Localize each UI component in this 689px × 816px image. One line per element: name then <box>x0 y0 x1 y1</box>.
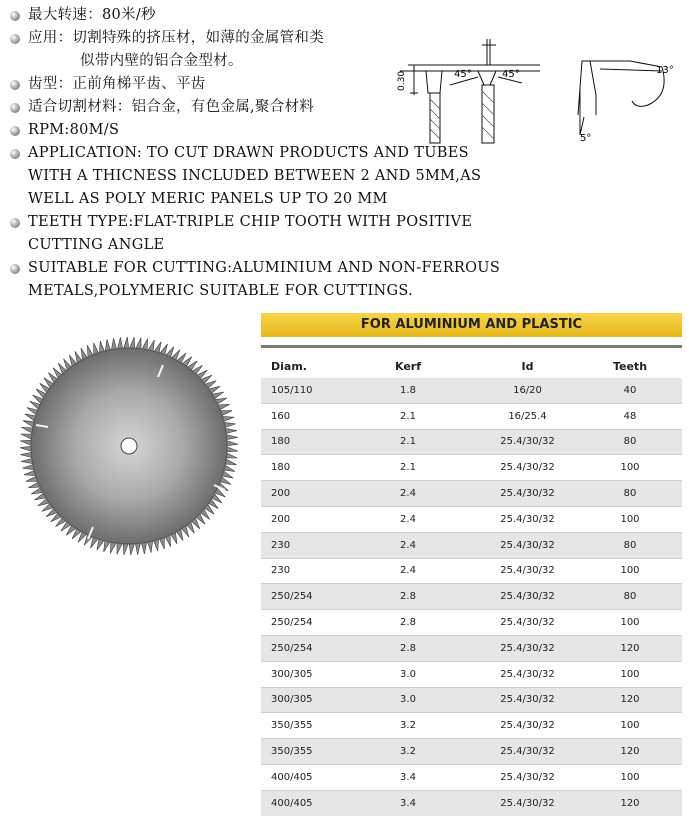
bullet-icon <box>10 264 20 274</box>
table-cell: 80 <box>578 429 682 455</box>
table-cell: 2.8 <box>339 610 477 636</box>
table-cell: 250/254 <box>261 584 339 610</box>
table-cell: 230 <box>261 558 339 584</box>
table-cell: 250/254 <box>261 610 339 636</box>
column-header: Id <box>521 360 534 373</box>
table-cell: 2.4 <box>339 558 477 584</box>
table-cell: 2.1 <box>339 455 477 481</box>
angle-label: 13° <box>656 65 674 76</box>
table-cell: 2.4 <box>339 506 477 532</box>
table-cell: 200 <box>261 481 339 507</box>
table-cell: 40 <box>578 378 682 403</box>
angle-label: 45° <box>454 69 472 80</box>
table-cell: 80 <box>578 481 682 507</box>
table-row <box>261 378 682 403</box>
table-body <box>261 378 682 816</box>
table-cell: 100 <box>578 713 682 739</box>
table-cell: 100 <box>578 764 682 790</box>
table-row <box>261 790 682 815</box>
table-cell: 25.4/30/32 <box>477 687 578 713</box>
tooth-profile-drawing <box>390 35 550 155</box>
bullet-icon <box>10 103 20 113</box>
table-header-row <box>261 355 682 378</box>
table-cell: 105/110 <box>261 378 339 403</box>
column-header: Teeth <box>612 360 648 373</box>
table-row <box>261 532 682 558</box>
table-cell: 100 <box>578 506 682 532</box>
table-row <box>261 429 682 455</box>
table-cell: 120 <box>578 739 682 765</box>
table-row <box>261 558 682 584</box>
saw-blade-image <box>18 335 240 557</box>
dimension-label: 0.30 <box>397 70 407 91</box>
spec-text: 齿型：正前角梯平齿、平齿 <box>28 76 206 92</box>
column-header: Diam. <box>271 360 307 373</box>
table-cell: 100 <box>578 610 682 636</box>
table-cell: 25.4/30/32 <box>477 661 578 687</box>
table-cell: 160 <box>261 403 339 429</box>
table-cell: 400/405 <box>261 764 339 790</box>
table-cell: 25.4/30/32 <box>477 790 578 815</box>
table-cell: 100 <box>578 558 682 584</box>
table-row <box>261 506 682 532</box>
spec-text: 最大转速：80米/秒 <box>28 7 156 23</box>
table-cell: 25.4/30/32 <box>477 506 578 532</box>
table-cell: 2.1 <box>339 429 477 455</box>
table-cell: 3.4 <box>339 790 477 815</box>
spec-text: 适合切割材料：铝合金，有色金属,聚合材料 <box>28 99 315 115</box>
spec-item <box>6 211 506 257</box>
spec-text: TEETH TYPE:FLAT-TRIPLE CHIP TOOTH WITH POSITIVE CUTTING ANGLE <box>28 214 473 253</box>
table-row <box>261 481 682 507</box>
table-row <box>261 403 682 429</box>
table-cell: 3.2 <box>339 739 477 765</box>
table-cell: 200 <box>261 506 339 532</box>
bullet-icon <box>10 149 20 159</box>
table-cell: 25.4/30/32 <box>477 532 578 558</box>
angle-label: 5° <box>580 133 592 144</box>
table-cell: 2.1 <box>339 403 477 429</box>
table-row <box>261 584 682 610</box>
table-row <box>261 661 682 687</box>
table-cell: 350/355 <box>261 739 339 765</box>
table-row <box>261 610 682 636</box>
table-cell: 180 <box>261 429 339 455</box>
table-row <box>261 739 682 765</box>
table-cell: 2.4 <box>339 481 477 507</box>
bullet-icon <box>10 80 20 90</box>
table-cell: 48 <box>578 403 682 429</box>
bullet-icon <box>10 34 20 44</box>
table-cell: 100 <box>578 661 682 687</box>
table-title: FOR ALUMINIUM AND PLASTIC <box>261 313 682 337</box>
table-cell: 2.4 <box>339 532 477 558</box>
table-cell: 25.4/30/32 <box>477 455 578 481</box>
table-cell: 400/405 <box>261 790 339 815</box>
spec-item <box>6 4 506 27</box>
table-cell: 180 <box>261 455 339 481</box>
table-divider <box>261 345 682 348</box>
table-cell: 25.4/30/32 <box>477 610 578 636</box>
spec-item <box>6 257 506 303</box>
spec-table <box>261 355 682 816</box>
spec-text: 应用：切割特殊的挤压材，如薄的金属管和类 <box>28 30 324 46</box>
table-cell: 80 <box>578 532 682 558</box>
spec-text: SUITABLE FOR CUTTING:ALUMINIUM AND NON-FERROUS METALS,POLYMERIC SUITABLE FOR CUTTINGS. <box>28 260 501 299</box>
table-cell: 2.8 <box>339 635 477 661</box>
table-cell: 230 <box>261 532 339 558</box>
table-cell: 250/254 <box>261 635 339 661</box>
table-cell: 300/305 <box>261 687 339 713</box>
table-cell: 25.4/30/32 <box>477 584 578 610</box>
column-header: Kerf <box>394 360 421 373</box>
table-cell: 25.4/30/32 <box>477 481 578 507</box>
table-row <box>261 455 682 481</box>
table-cell: 3.2 <box>339 713 477 739</box>
bullet-icon <box>10 126 20 136</box>
table-cell: 300/305 <box>261 661 339 687</box>
table-row <box>261 713 682 739</box>
table-cell: 25.4/30/32 <box>477 635 578 661</box>
table-cell: 100 <box>578 455 682 481</box>
table-cell: 25.4/30/32 <box>477 713 578 739</box>
table-row <box>261 764 682 790</box>
bullet-icon <box>10 218 20 228</box>
side-profile-drawing <box>570 55 680 145</box>
table-cell: 3.0 <box>339 661 477 687</box>
table-cell: 25.4/30/32 <box>477 739 578 765</box>
table-row <box>261 635 682 661</box>
table-cell: 25.4/30/32 <box>477 764 578 790</box>
table-row <box>261 687 682 713</box>
table-cell: 120 <box>578 635 682 661</box>
table-cell: 120 <box>578 790 682 815</box>
table-cell: 3.0 <box>339 687 477 713</box>
spec-text-continuation: 似带内壁的铝合金型材。 <box>80 53 243 69</box>
angle-label: 45° <box>502 69 520 80</box>
table-cell: 25.4/30/32 <box>477 429 578 455</box>
table-cell: 2.8 <box>339 584 477 610</box>
spec-text: APPLICATION: TO CUT DRAWN PRODUCTS AND TUBES WITH A THICNESS INCLUDED BETWEEN 2 AND 5MM,AS WELL AS POLY MERIC PANELS UP TO 20 MM <box>28 145 482 207</box>
table-cell: 80 <box>578 584 682 610</box>
table-cell: 16/25.4 <box>477 403 578 429</box>
table-cell: 350/355 <box>261 713 339 739</box>
table-cell: 1.8 <box>339 378 477 403</box>
spec-text: RPM:80M/S <box>28 122 120 138</box>
table-cell: 25.4/30/32 <box>477 558 578 584</box>
table-cell: 16/20 <box>477 378 578 403</box>
bullet-icon <box>10 11 20 21</box>
table-cell: 120 <box>578 687 682 713</box>
table-cell: 3.4 <box>339 764 477 790</box>
